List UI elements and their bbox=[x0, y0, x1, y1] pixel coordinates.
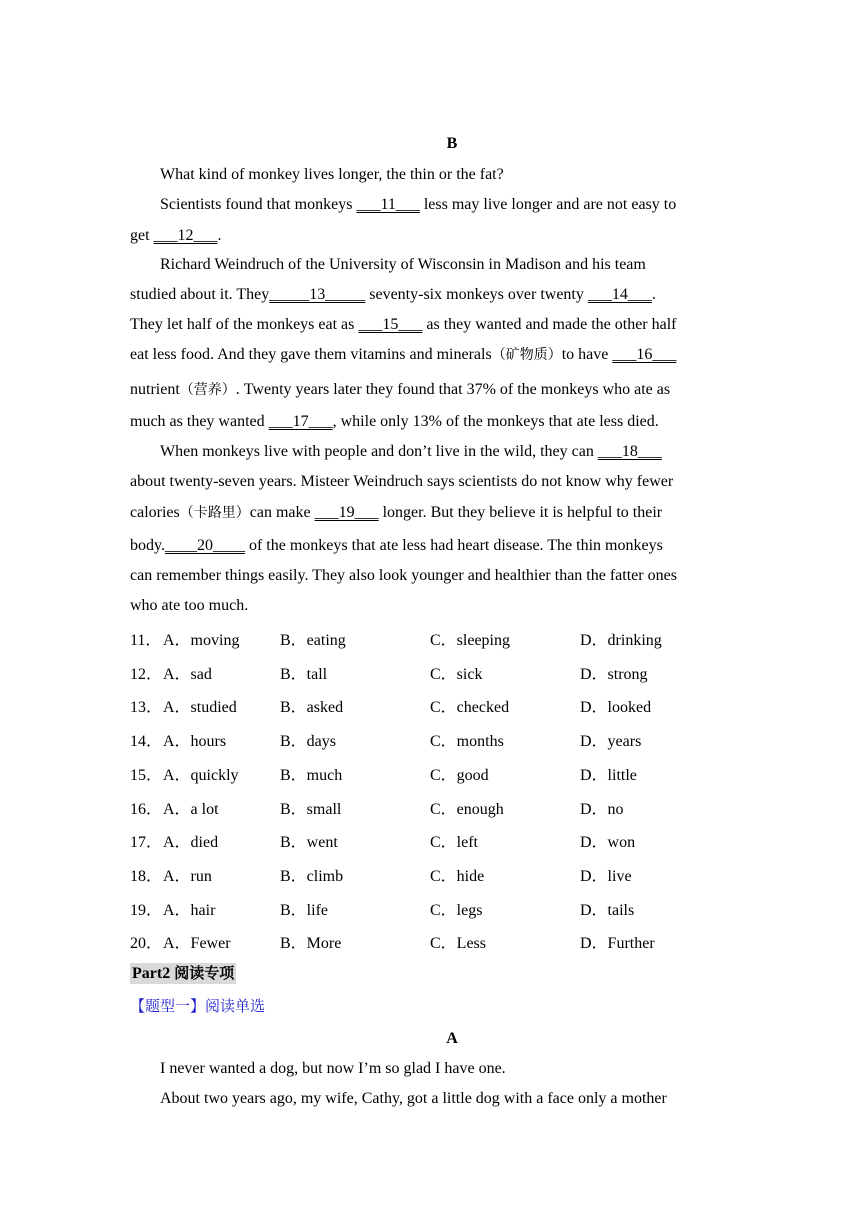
question-number: 19． bbox=[130, 901, 163, 919]
passage-text: as they wanted and made the other half bbox=[422, 316, 677, 333]
passage-text: can make bbox=[249, 504, 315, 521]
part2-title: 阅读专项 bbox=[174, 964, 235, 982]
option-b: B．More bbox=[280, 935, 342, 953]
passage-a-line-1: I never wanted a dog, but now I’m so glad I have one. bbox=[160, 1060, 506, 1077]
question-number: 14． bbox=[130, 733, 163, 751]
option-b: B．eating bbox=[280, 632, 346, 649]
answer-blank: ___16___ bbox=[612, 346, 677, 363]
question-row bbox=[130, 897, 730, 917]
question-row bbox=[130, 661, 730, 681]
question-row bbox=[130, 627, 730, 647]
option-a: A．moving bbox=[163, 632, 240, 649]
passage-text: eat less food. And they gave them vitamins and minerals bbox=[130, 346, 492, 363]
passage-b-line bbox=[130, 503, 662, 523]
option-c: C．hide bbox=[430, 867, 485, 885]
answer-blank: ___19___ bbox=[314, 504, 379, 521]
passage-text: much as they wanted bbox=[130, 413, 269, 430]
option-b: B．went bbox=[280, 834, 338, 852]
chinese-gloss: （卡路里） bbox=[179, 505, 250, 521]
question-row bbox=[130, 728, 730, 751]
passage-b-line bbox=[130, 566, 677, 586]
option-a: A．run bbox=[163, 867, 212, 885]
passage-b-line bbox=[130, 472, 673, 492]
question-number: 20． bbox=[130, 935, 163, 953]
option-c: C．months bbox=[430, 733, 504, 751]
passage-text: Richard Weindruch of the University of Wisconsin in Madison and his team bbox=[160, 256, 646, 273]
answer-blank: ___15___ bbox=[358, 316, 423, 333]
option-c: C．legs bbox=[430, 901, 483, 919]
passage-text: What kind of monkey lives longer, the thin or the fat? bbox=[160, 166, 504, 183]
answer-blank: ___14___ bbox=[587, 286, 652, 303]
question-row bbox=[130, 863, 730, 883]
passage-b-line bbox=[130, 345, 676, 365]
section-a-heading: A bbox=[446, 1030, 458, 1047]
passage-b-line bbox=[160, 255, 646, 275]
passage-text: of the monkeys that ate less had heart disease. The thin monkeys bbox=[244, 537, 663, 554]
option-a: A．hours bbox=[163, 733, 227, 751]
question-number: 12． bbox=[130, 665, 163, 683]
passage-text: about twenty-seven years. Misteer Weindruch says scientists do not know why fewer bbox=[130, 473, 674, 490]
passage-text: They let half of the monkeys eat as bbox=[130, 316, 359, 333]
option-a: A．studied bbox=[163, 699, 237, 717]
part2-label: Part2 bbox=[132, 965, 171, 982]
option-d: D．won bbox=[580, 834, 636, 852]
option-c: C．sick bbox=[430, 665, 483, 683]
option-a: A．quickly bbox=[163, 766, 239, 784]
option-c: C．sleeping bbox=[430, 632, 510, 649]
passage-b-line bbox=[130, 380, 670, 400]
question-row bbox=[130, 796, 730, 816]
option-d: D．little bbox=[580, 766, 637, 784]
option-a: A．Fewer bbox=[163, 935, 231, 953]
question-number: 16． bbox=[130, 800, 163, 818]
question-row bbox=[130, 930, 730, 953]
option-c: C．enough bbox=[430, 800, 504, 818]
question-number: 18． bbox=[130, 867, 163, 885]
passage-text: When monkeys live with people and don’t live in the wild, they can bbox=[160, 443, 598, 460]
question-number: 13． bbox=[130, 699, 163, 717]
answer-blank: ___17___ bbox=[268, 413, 333, 430]
passage-b-line bbox=[130, 226, 222, 246]
passage-b-line bbox=[130, 596, 248, 616]
option-b: B．tall bbox=[280, 665, 328, 683]
passage-b-line bbox=[160, 442, 662, 462]
option-d: D．Further bbox=[580, 935, 655, 953]
passage-text: who ate too much. bbox=[130, 597, 249, 614]
question-number: 15． bbox=[130, 766, 163, 784]
passage-b-line bbox=[130, 315, 677, 335]
option-d: D．strong bbox=[580, 665, 648, 683]
question-type-heading: 【题型一】阅读单选 bbox=[130, 997, 266, 1015]
passage-text: studied about it. They bbox=[130, 286, 270, 303]
option-a: A．died bbox=[163, 834, 219, 852]
passage-text: can remember things easily. They also look younger and healthier than the fatter ones bbox=[130, 567, 677, 584]
option-a: A．sad bbox=[163, 665, 212, 683]
option-d: D．tails bbox=[580, 901, 635, 919]
question-row bbox=[130, 829, 730, 852]
passage-text: nutrient bbox=[130, 381, 180, 398]
option-b: B．asked bbox=[280, 699, 344, 717]
option-b: B．life bbox=[280, 901, 328, 919]
option-b: B．climb bbox=[280, 867, 344, 885]
passage-text: Scientists found that monkeys bbox=[160, 196, 357, 213]
answer-blank: ___18___ bbox=[597, 443, 662, 460]
option-a: A．a lot bbox=[163, 800, 219, 818]
question-row bbox=[130, 762, 730, 782]
question-number: 11． bbox=[130, 632, 162, 649]
passage-text: , while only 13% of the monkeys that ate less died. bbox=[332, 413, 659, 430]
answer-blank: _____13_____ bbox=[269, 286, 366, 303]
passage-text: seventy-six monkeys over twenty bbox=[365, 286, 588, 303]
option-a: A．hair bbox=[163, 901, 216, 919]
passage-text: less may live longer and are not easy to bbox=[419, 196, 677, 213]
passage-b-line bbox=[130, 536, 663, 556]
option-d: D．years bbox=[580, 733, 642, 751]
part2-heading bbox=[130, 963, 236, 984]
passage-b-line bbox=[130, 412, 659, 432]
option-c: C．good bbox=[430, 766, 489, 784]
option-c: C．Less bbox=[430, 935, 487, 953]
option-b: B．small bbox=[280, 800, 342, 818]
passage-text: longer. But they believe it is helpful to their bbox=[378, 504, 663, 521]
passage-text: calories bbox=[130, 504, 180, 521]
passage-text: . bbox=[651, 286, 656, 303]
option-b: B．much bbox=[280, 766, 343, 784]
passage-text: get bbox=[130, 227, 154, 244]
option-d: D．looked bbox=[580, 699, 652, 717]
passage-b-line bbox=[160, 195, 676, 215]
option-b: B．days bbox=[280, 733, 337, 751]
option-c: C．left bbox=[430, 834, 478, 852]
answer-blank: ___11___ bbox=[356, 196, 420, 213]
option-d: D．drinking bbox=[580, 632, 662, 649]
passage-text: body. bbox=[130, 537, 165, 554]
question-number: 17． bbox=[130, 834, 163, 852]
passage-text: . bbox=[217, 227, 222, 244]
passage-a-line-2: About two years ago, my wife, Cathy, got a little dog with a face only a mother bbox=[160, 1090, 667, 1107]
passage-text: to have bbox=[561, 346, 613, 363]
passage-text: . Twenty years later they found that 37% of the monkeys who ate as bbox=[235, 381, 671, 398]
passage-b-line bbox=[130, 285, 656, 305]
chinese-gloss: （营养） bbox=[179, 382, 236, 398]
chinese-gloss: （矿物质） bbox=[491, 347, 562, 363]
passage-b-line bbox=[160, 165, 504, 185]
option-d: D．live bbox=[580, 867, 632, 885]
option-c: C．checked bbox=[430, 699, 510, 717]
answer-blank: ___12___ bbox=[153, 227, 218, 244]
section-b-heading: B bbox=[446, 135, 458, 152]
question-row bbox=[130, 694, 730, 717]
answer-blank: ____20____ bbox=[164, 537, 245, 554]
option-d: D．no bbox=[580, 800, 624, 818]
